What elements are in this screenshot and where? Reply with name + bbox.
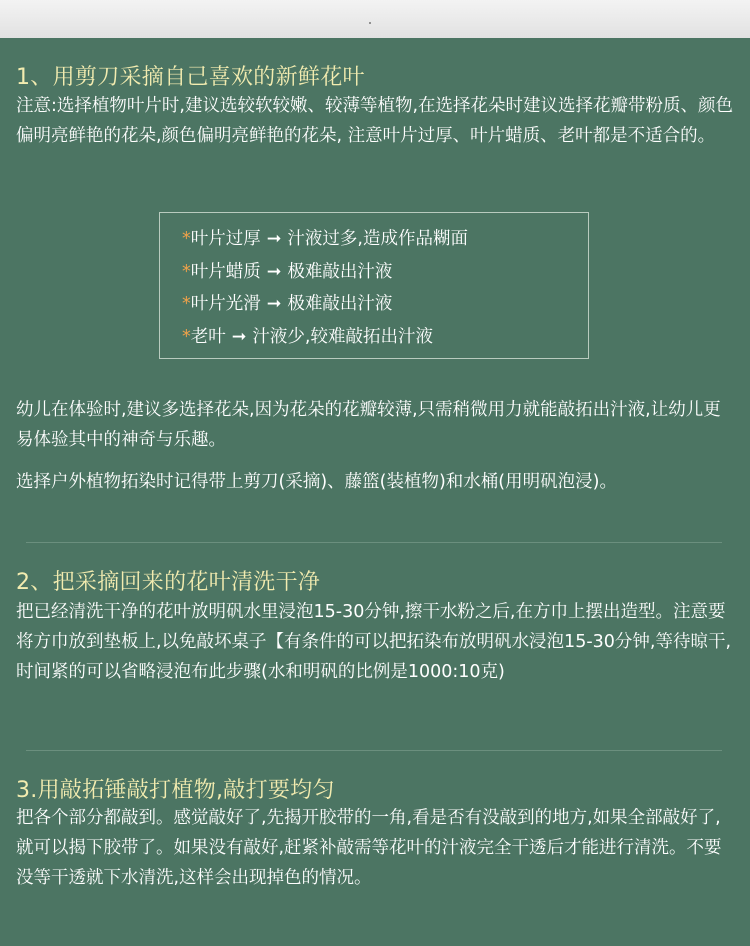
top-dot bbox=[369, 22, 371, 24]
tip-item bbox=[182, 256, 588, 289]
tip-label: 叶片蜡质 bbox=[190, 261, 261, 282]
section-divider bbox=[26, 750, 722, 751]
tips-list bbox=[160, 213, 588, 353]
step2-body: 把已经清洗干净的花叶放明矾水里浸泡15-30分钟,擦干水粉之后,在方巾上摆出造型。注意要将方巾放到垫板上,以免敲坏桌子【有条件的可以把拓染布放明矾水浸泡15-30分钟,等待晾干,时间紧的可以省略浸泡布此步骤(水和明矾的比例是1000:10克) bbox=[16, 602, 732, 682]
tip-label: 叶片过厚 bbox=[190, 229, 261, 249]
arrow-right-icon: ➞ bbox=[266, 261, 282, 282]
star-icon: * bbox=[182, 294, 191, 314]
star-icon: * bbox=[182, 229, 191, 249]
arrow-right-icon: ➞ bbox=[231, 326, 247, 347]
tip-item bbox=[182, 223, 588, 256]
top-band bbox=[0, 0, 750, 38]
step1-para-children: 幼儿在体验时,建议多选择花朵,因为花朵的花瓣较薄,只需稍微用力就能敲拓出汁液,让幼儿更易体验其中的神奇与乐趣。 bbox=[16, 400, 721, 450]
tips-box bbox=[159, 212, 589, 359]
tip-item bbox=[182, 321, 588, 354]
tip-label: 叶片光滑 bbox=[190, 294, 261, 314]
tip-result: 极难敲出汁液 bbox=[287, 294, 393, 314]
step1-title: 1、用剪刀采摘自己喜欢的新鲜花叶 bbox=[16, 65, 365, 90]
step3-body: 把各个部分都敲到。感觉敲好了,先揭开胶带的一角,看是否有没敲到的地方,如果全部敲好了,就可以揭下胶带了。如果没有敲好,赶紧补敲需等花叶的汁液完全干透后才能进行清洗。不要没等干透就下水清洗,这样会出现掉色的情况。 bbox=[16, 808, 722, 888]
section-divider bbox=[26, 542, 722, 543]
step1-note: 注意:选择植物叶片时,建议选较软较嫩、较薄等植物,在选择花朵时建议选择花瓣带粉质、颜色偏明亮鲜艳的花朵,颜色偏明亮鲜艳的花朵, 注意叶片过厚、叶片蜡质、老叶都是不适合的。 bbox=[16, 96, 734, 146]
tip-result: 汁液过多,造成作品糊面 bbox=[287, 229, 468, 249]
arrow-right-icon: ➞ bbox=[266, 229, 282, 249]
star-icon: * bbox=[182, 261, 191, 282]
arrow-right-icon: ➞ bbox=[266, 294, 282, 314]
step3-title: 3.用敲拓锤敲打植物,敲打要均匀 bbox=[16, 778, 335, 803]
tip-label: 老叶 bbox=[190, 326, 226, 347]
tip-result: 汁液少,较难敲拓出汁液 bbox=[252, 326, 433, 347]
tip-item bbox=[182, 288, 588, 321]
tip-result: 极难敲出汁液 bbox=[287, 261, 393, 282]
star-icon: * bbox=[182, 326, 191, 347]
step1-para-outdoor: 选择户外植物拓染时记得带上剪刀(采摘)、藤篮(装植物)和水桶(用明矾泡浸)。 bbox=[16, 472, 617, 492]
step2-title: 2、把采摘回来的花叶清洗干净 bbox=[16, 570, 321, 595]
